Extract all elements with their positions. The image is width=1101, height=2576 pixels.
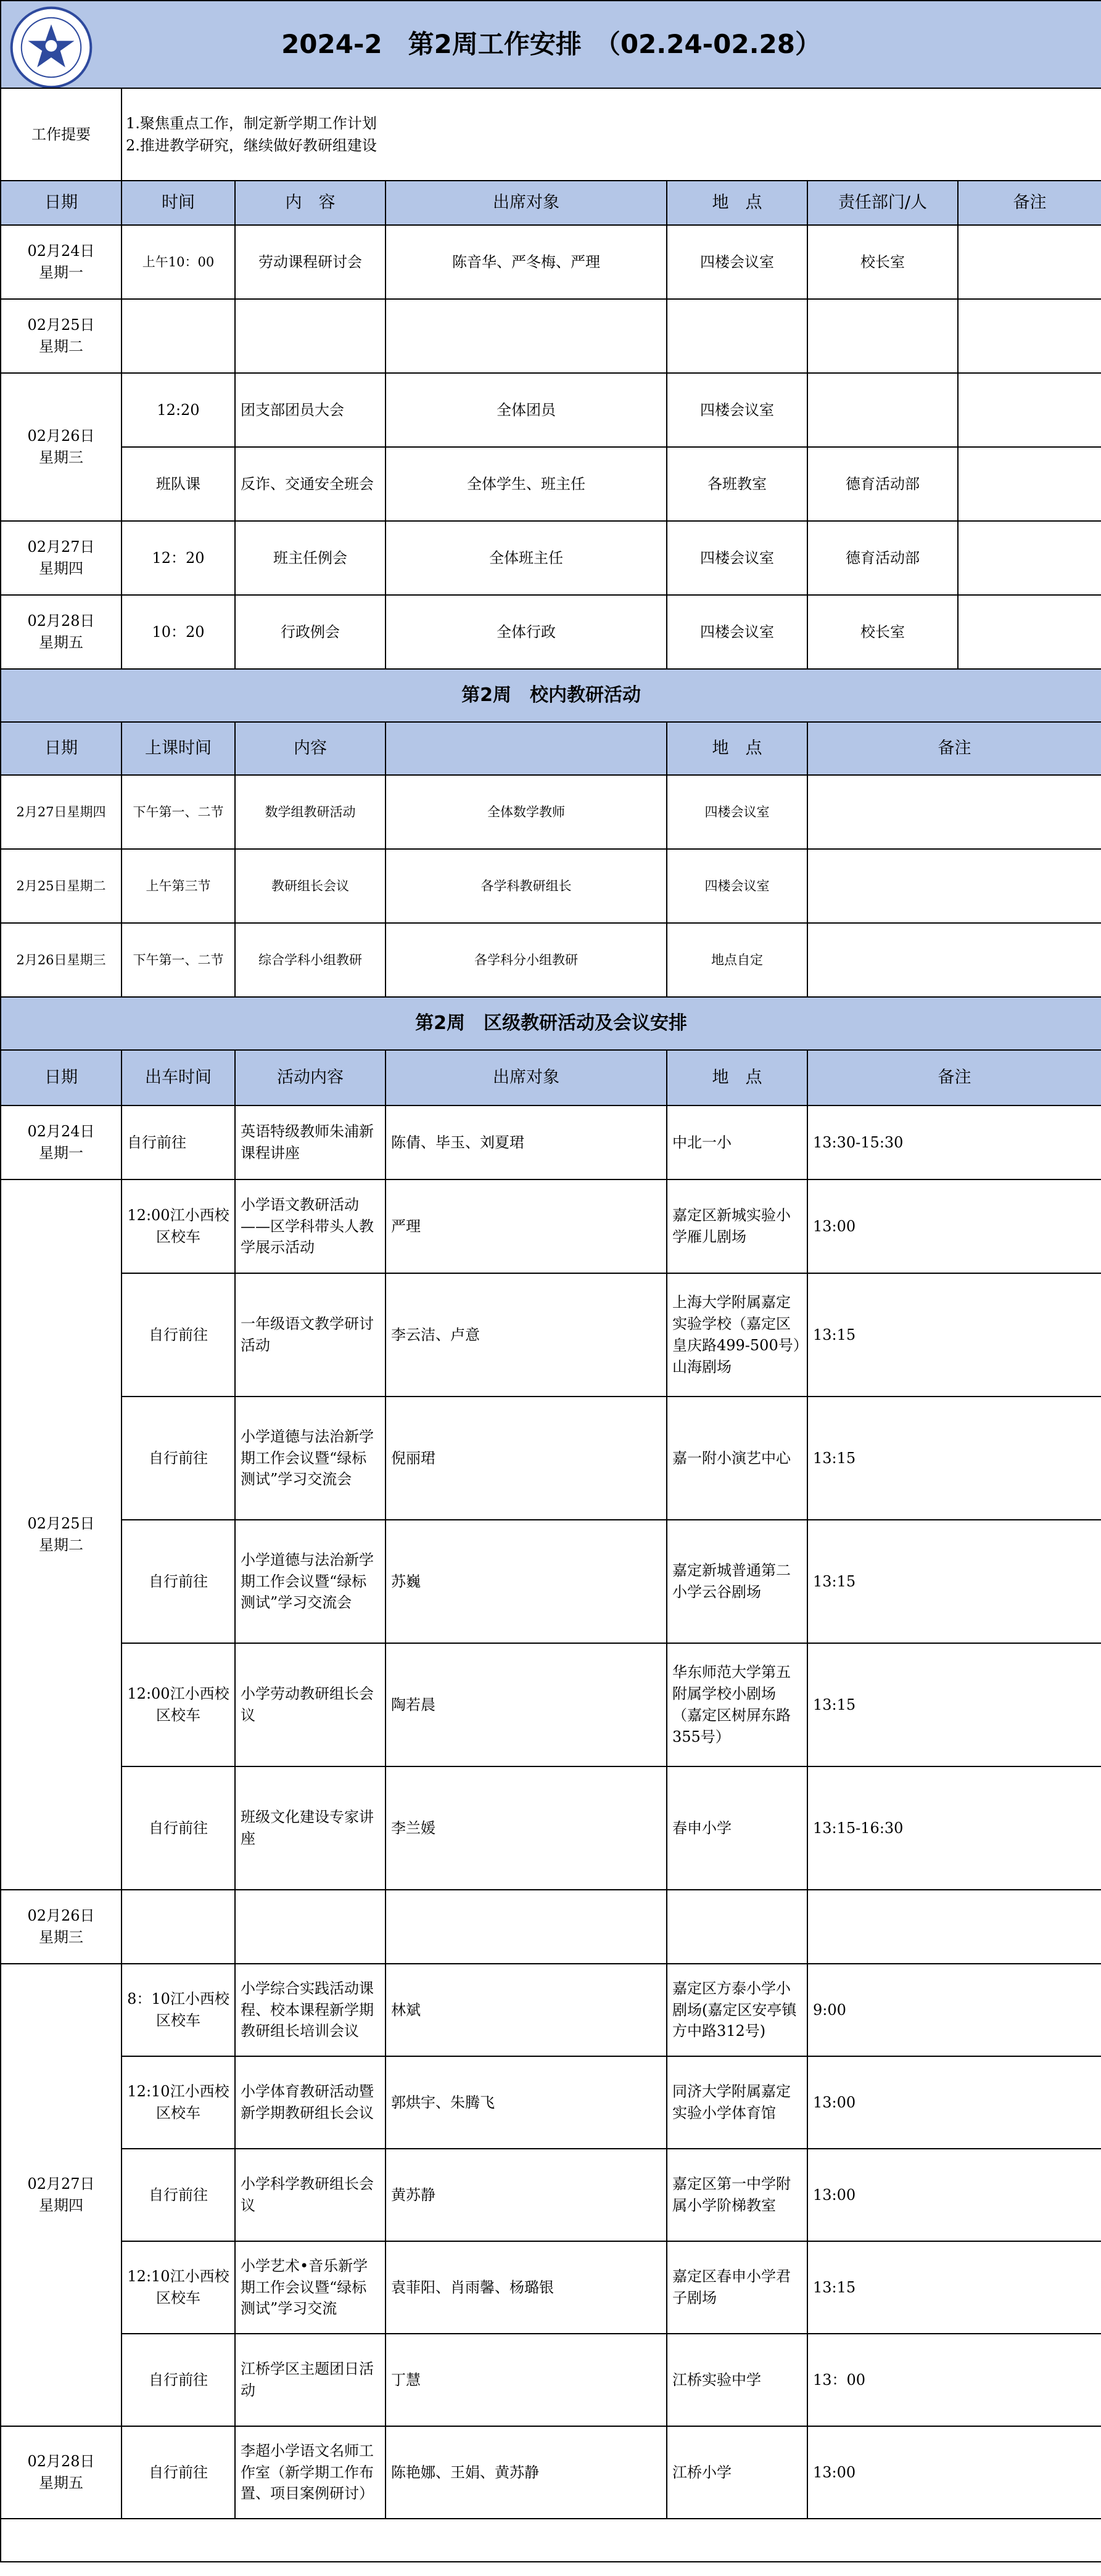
- time-cell: 自行前往: [122, 2334, 235, 2426]
- place-cell: 四楼会议室: [667, 849, 807, 923]
- title-row: [1, 1, 1101, 88]
- date-cell: 02月27日 星期四: [1, 521, 122, 595]
- note-cell: [958, 373, 1101, 447]
- content-cell: 班主任例会: [235, 521, 386, 595]
- attendees-cell: 陶若晨: [386, 1643, 667, 1766]
- attendees-cell: 袁菲阳、肖雨馨、杨璐银: [386, 2241, 667, 2334]
- place-cell: 四楼会议室: [667, 225, 807, 299]
- col-blank: [386, 722, 667, 775]
- attendees-cell: 黄苏静: [386, 2149, 667, 2241]
- content-cell: 小学劳动教研组长会议: [235, 1643, 386, 1766]
- attendees-cell: [386, 299, 667, 373]
- content-cell: 小学体育教研活动暨新学期教研组长会议: [235, 2056, 386, 2149]
- date-cell: 2月27日星期四: [1, 775, 122, 849]
- content-cell: [235, 299, 386, 373]
- time-cell: [122, 299, 235, 373]
- attendees-cell: 各学科教研组长: [386, 849, 667, 923]
- col-place: 地 点: [667, 181, 807, 225]
- attendees-cell: 陈艳娜、王娟、黄苏静: [386, 2426, 667, 2519]
- empty-row: [1, 2519, 1101, 2562]
- summary-content: [122, 88, 1101, 181]
- content-cell: 小学道德与法治新学期工作会议暨“绿标测试”学习交流会: [235, 1520, 386, 1643]
- place-cell: 上海大学附属嘉定实验学校（嘉定区皇庆路499-500号）山海剧场: [667, 1273, 807, 1397]
- table-row: [1, 1766, 1101, 1890]
- date-cell: 02月28日 星期五: [1, 595, 122, 669]
- place-cell: 四楼会议室: [667, 775, 807, 849]
- attendees-cell: 全体行政: [386, 595, 667, 669]
- table-row: [1, 595, 1101, 669]
- time-cell: 自行前往: [122, 2426, 235, 2519]
- attendees-cell: 全体数学教师: [386, 775, 667, 849]
- time-cell: 班队课: [122, 447, 235, 521]
- summary-label: 工作提要: [1, 88, 122, 181]
- content-cell: 行政例会: [235, 595, 386, 669]
- date-cell: 2月25日星期二: [1, 849, 122, 923]
- col-note: 备注: [807, 722, 1101, 775]
- attendees-cell: 李云洁、卢意: [386, 1273, 667, 1397]
- content-cell: 教研组长会议: [235, 849, 386, 923]
- table-row: [1, 1520, 1101, 1643]
- content-cell: 劳动课程研讨会: [235, 225, 386, 299]
- note-cell: 13:15: [807, 1273, 1101, 1397]
- place-cell: 四楼会议室: [667, 521, 807, 595]
- attendees-cell: 林斌: [386, 1964, 667, 2056]
- table-row: [1, 1964, 1101, 2056]
- time-cell: 下午第一、二节: [122, 923, 235, 997]
- col-activity: 活动内容: [235, 1050, 386, 1105]
- time-cell: 自行前往: [122, 2149, 235, 2241]
- note-cell: 13:15: [807, 1397, 1101, 1520]
- note-cell: 13:00: [807, 2426, 1101, 2519]
- dept-cell: [807, 373, 958, 447]
- table-row: [1, 2149, 1101, 2241]
- dept-cell: 校长室: [807, 595, 958, 669]
- table-row: [1, 2426, 1101, 2519]
- section1-header-row: [1, 181, 1101, 225]
- table-row: [1, 923, 1101, 997]
- section2-title: 第2周 校内教研活动: [1, 669, 1101, 722]
- content-cell: 班级文化建设专家讲座: [235, 1766, 386, 1890]
- attendees-cell: 陈倩、毕玉、刘夏珺: [386, 1105, 667, 1179]
- section3-header-row: [1, 1050, 1101, 1105]
- time-cell: 下午第一、二节: [122, 775, 235, 849]
- place-cell: 嘉定区第一中学附属小学阶梯教室: [667, 2149, 807, 2241]
- note-cell: [807, 849, 1101, 923]
- time-cell: 自行前往: [122, 1766, 235, 1890]
- section2-title-row: [1, 669, 1101, 722]
- date-cell: 02月28日 星期五: [1, 2426, 122, 2519]
- dept-cell: 校长室: [807, 225, 958, 299]
- place-cell: 地点自定: [667, 923, 807, 997]
- place-cell: 春申小学: [667, 1766, 807, 1890]
- col-content: 内 容: [235, 181, 386, 225]
- attendees-cell: 倪丽珺: [386, 1397, 667, 1520]
- dept-cell: 德育活动部: [807, 447, 958, 521]
- summary-line: 1.聚焦重点工作，制定新学期工作计划: [126, 115, 377, 132]
- note-cell: 13:30-15:30: [807, 1105, 1101, 1179]
- section3-title: 第2周 区级教研活动及会议安排: [1, 997, 1101, 1050]
- attendees-cell: 全体团员: [386, 373, 667, 447]
- date-cell: 02月25日 星期二: [1, 1179, 122, 1890]
- content-cell: 团支部团员大会: [235, 373, 386, 447]
- content-cell: 小学道德与法治新学期工作会议暨“绿标测试”学习交流会: [235, 1397, 386, 1520]
- place-cell: 嘉定区方泰小学小剧场(嘉定区安亭镇方中路312号): [667, 1964, 807, 2056]
- note-cell: [807, 923, 1101, 997]
- date-cell: 02月26日 星期三: [1, 373, 122, 521]
- time-cell: 上午10：00: [122, 225, 235, 299]
- note-cell: 13:15: [807, 1643, 1101, 1766]
- place-cell: 华东师范大学第五附属学校小剧场（嘉定区树屏东路355号）: [667, 1643, 807, 1766]
- place-cell: 江桥实验中学: [667, 2334, 807, 2426]
- table-row: [1, 225, 1101, 299]
- table-row: [1, 2056, 1101, 2149]
- time-cell: 自行前往: [122, 1397, 235, 1520]
- time-cell: 12:20: [122, 373, 235, 447]
- date-cell: 02月24日 星期一: [1, 1105, 122, 1179]
- place-cell: 嘉定区新城实验小学雁儿剧场: [667, 1179, 807, 1273]
- title-cell: [1, 1, 1101, 88]
- table-row: [1, 299, 1101, 373]
- dept-cell: 德育活动部: [807, 521, 958, 595]
- content-cell: 小学语文教研活动——区学科带头人教学展示活动: [235, 1179, 386, 1273]
- attendees-cell: 陈音华、严冬梅、严理: [386, 225, 667, 299]
- summary-line: 2.推进教学研究，继续做好教研组建设: [126, 137, 377, 154]
- col-dept: 责任部门/人: [807, 181, 958, 225]
- col-place: 地 点: [667, 722, 807, 775]
- content-cell: 小学科学教研组长会议: [235, 2149, 386, 2241]
- note-cell: [958, 595, 1101, 669]
- attendees-cell: 李兰媛: [386, 1766, 667, 1890]
- table-row: [1, 373, 1101, 447]
- summary-row: [1, 88, 1101, 181]
- content-cell: [235, 1890, 386, 1964]
- place-cell: 各班教室: [667, 447, 807, 521]
- time-cell: 12:00江小西校区校车: [122, 1643, 235, 1766]
- table-row: [1, 447, 1101, 521]
- time-cell: [122, 1890, 235, 1964]
- content-cell: 数学组教研活动: [235, 775, 386, 849]
- time-cell: 上午第三节: [122, 849, 235, 923]
- time-cell: 8：10江小西校区校车: [122, 1964, 235, 2056]
- note-cell: [807, 775, 1101, 849]
- attendees-cell: 全体班主任: [386, 521, 667, 595]
- place-cell: 嘉定新城普通第二小学云谷剧场: [667, 1520, 807, 1643]
- section2-header-row: [1, 722, 1101, 775]
- content-cell: 一年级语文教学研讨活动: [235, 1273, 386, 1397]
- note-cell: [958, 447, 1101, 521]
- table-row: [1, 521, 1101, 595]
- page-title: 2024-2 第2周工作安排 （02.24-02.28）: [281, 28, 821, 59]
- note-cell: [807, 1890, 1101, 1964]
- col-place: 地 点: [667, 1050, 807, 1105]
- date-cell: 02月25日 星期二: [1, 299, 122, 373]
- col-note: 备注: [807, 1050, 1101, 1105]
- content-cell: 反诈、交通安全班会: [235, 447, 386, 521]
- col-content: 内容: [235, 722, 386, 775]
- content-cell: 小学综合实践活动课程、校本课程新学期教研组长培训会议: [235, 1964, 386, 2056]
- col-date: 日期: [1, 181, 122, 225]
- time-cell: 自行前往: [122, 1520, 235, 1643]
- table-row: [1, 1397, 1101, 1520]
- time-cell: 自行前往: [122, 1273, 235, 1397]
- note-cell: 13:15: [807, 2241, 1101, 2334]
- attendees-cell: [386, 1890, 667, 1964]
- dept-cell: [807, 299, 958, 373]
- time-cell: 10：20: [122, 595, 235, 669]
- attendees-cell: 苏巍: [386, 1520, 667, 1643]
- time-cell: 自行前往: [122, 1105, 235, 1179]
- note-cell: [958, 225, 1101, 299]
- place-cell: 中北一小: [667, 1105, 807, 1179]
- date-cell: 02月24日 星期一: [1, 225, 122, 299]
- col-date: 日期: [1, 1050, 122, 1105]
- attendees-cell: 郭烘宇、朱腾飞: [386, 2056, 667, 2149]
- place-cell: [667, 1890, 807, 1964]
- place-cell: 四楼会议室: [667, 595, 807, 669]
- content-cell: 综合学科小组教研: [235, 923, 386, 997]
- note-cell: 13:00: [807, 1179, 1101, 1273]
- attendees-cell: 全体学生、班主任: [386, 447, 667, 521]
- time-cell: 12:10江小西校区校车: [122, 2056, 235, 2149]
- place-cell: 嘉一附小演艺中心: [667, 1397, 807, 1520]
- content-cell: 江桥学区主题团日活动: [235, 2334, 386, 2426]
- place-cell: 江桥小学: [667, 2426, 807, 2519]
- table-row: [1, 1643, 1101, 1766]
- note-cell: 13:15: [807, 1520, 1101, 1643]
- table-row: [1, 2334, 1101, 2426]
- col-note: 备注: [958, 181, 1101, 225]
- empty-cell: [1, 2519, 1101, 2562]
- col-attendees: 出席对象: [386, 181, 667, 225]
- table-row: [1, 775, 1101, 849]
- note-cell: 13:15-16:30: [807, 1766, 1101, 1890]
- date-cell: 2月26日星期三: [1, 923, 122, 997]
- attendees-cell: 丁慧: [386, 2334, 667, 2426]
- table-row: [1, 1890, 1101, 1964]
- content-cell: 英语特级教师朱浦新课程讲座: [235, 1105, 386, 1179]
- note-cell: 13：00: [807, 2334, 1101, 2426]
- content-cell: 李超小学语文名师工作室（新学期工作布置、项目案例研讨）: [235, 2426, 386, 2519]
- table-row: [1, 849, 1101, 923]
- note-cell: [958, 299, 1101, 373]
- note-cell: [958, 521, 1101, 595]
- place-cell: [667, 299, 807, 373]
- col-depart-time: 出车时间: [122, 1050, 235, 1105]
- table-row: [1, 1273, 1101, 1397]
- table-row: [1, 1179, 1101, 1273]
- col-class-time: 上课时间: [122, 722, 235, 775]
- table-row: [1, 2241, 1101, 2334]
- date-cell: 02月26日 星期三: [1, 1890, 122, 1964]
- content-cell: 小学艺术•音乐新学期工作会议暨“绿标测试”学习交流: [235, 2241, 386, 2334]
- col-attendees: 出席对象: [386, 1050, 667, 1105]
- school-logo-icon: [10, 6, 93, 88]
- place-cell: 同济大学附属嘉定实验小学体育馆: [667, 2056, 807, 2149]
- col-date: 日期: [1, 722, 122, 775]
- table-row: [1, 1105, 1101, 1179]
- place-cell: 四楼会议室: [667, 373, 807, 447]
- attendees-cell: 各学科分小组教研: [386, 923, 667, 997]
- note-cell: 13:00: [807, 2056, 1101, 2149]
- section3-title-row: [1, 997, 1101, 1050]
- col-time: 时间: [122, 181, 235, 225]
- note-cell: 9:00: [807, 1964, 1101, 2056]
- attendees-cell: 严理: [386, 1179, 667, 1273]
- date-cell: 02月27日 星期四: [1, 1964, 122, 2426]
- time-cell: 12:10江小西校区校车: [122, 2241, 235, 2334]
- note-cell: 13:00: [807, 2149, 1101, 2241]
- place-cell: 嘉定区春申小学君子剧场: [667, 2241, 807, 2334]
- time-cell: 12:00江小西校区校车: [122, 1179, 235, 1273]
- time-cell: 12：20: [122, 521, 235, 595]
